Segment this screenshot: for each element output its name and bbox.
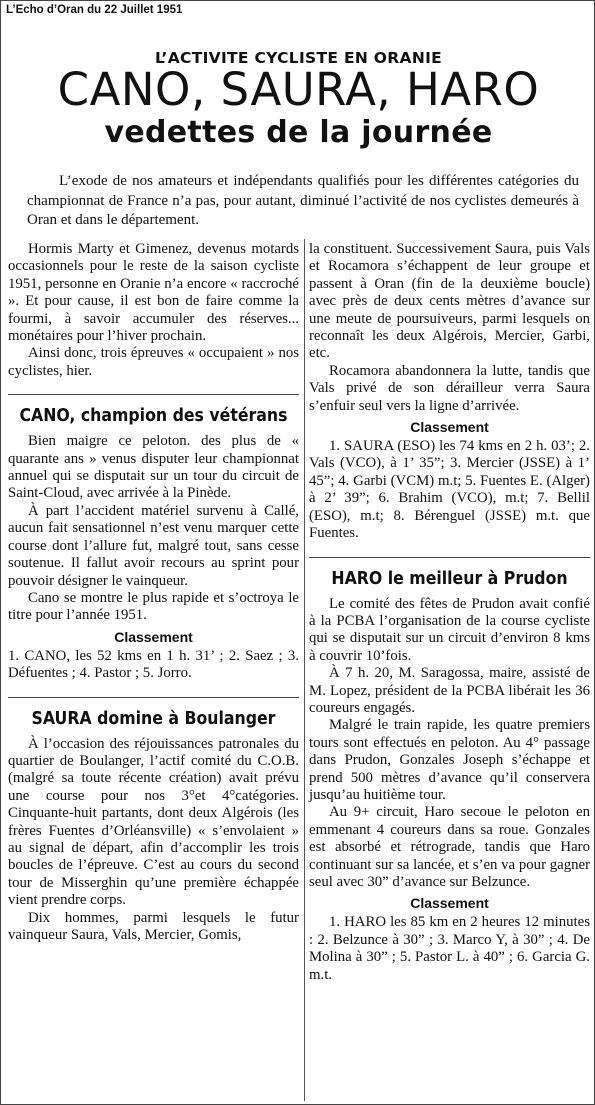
- classement-label: Classement: [410, 419, 489, 436]
- section-heading-cano: CANO, champion des vétérans: [8, 394, 299, 427]
- classement-label: Classement: [410, 895, 489, 912]
- kicker: L’ACTIVITE CYCLISTE EN ORANIE: [154, 49, 443, 67]
- paragraph: À 7 h. 20, M. Saragossa, maire, assisté de M. Lopez, président de la PCBA libérait les 36 coureurs engagés.: [309, 665, 590, 716]
- paragraph: Cano se montre le plus rapide et s’octroya le titre pour l’année 1951.: [8, 589, 299, 624]
- subheadline: vedettes de la journée: [104, 115, 493, 150]
- column-divider: [304, 239, 305, 1101]
- classement-results: 1. HARO les 85 km en 2 heures 12 minutes : 2. Belzunce à 30” ; 3. Marco Y, à 30” ; 4. De Molina à 30” ; 5. Pastor L. à 40” ; 6. Garcia G. m.t.: [309, 914, 590, 983]
- section-heading-saura: SAURA domine à Boulanger: [8, 697, 299, 730]
- section-heading-haro: HARO le meilleur à Prudon: [309, 557, 590, 590]
- headline: CANO, SAURA, HARO: [57, 63, 540, 116]
- paragraph: Bien maigre ce peloton. des plus de « quarante ans » venus disputer leur championnat annuel qui se disputait sur un tour du circuit de Saint-Cloud, avec arrivée à la Pinède.: [8, 433, 299, 502]
- classement-label: Classement: [114, 628, 193, 645]
- classement-results: 1. CANO, les 52 kms en 1 h. 31’ ; 2. Saez ; 3. Défuentes ; 4. Pastor ; 5. Jorro.: [8, 647, 299, 682]
- intro-paragraph: L’exode de nos amateurs et indépendants qualifiés pour les différentes catégories du championnat de France n’a pas, pour autant, diminué l’activité de nos cyclistes demeurés à Oran et dans le département.: [27, 173, 579, 228]
- paragraph: À part l’accident matériel survenu à Callé, aucun fait sensationnel n’est venu marquer cette course dont l’allure fut, malgré tout, sans cesse soutenue. Il fallut avoir recours au sprint pour pouvoir désigner le vainqueur.: [8, 502, 299, 589]
- paragraph: Rocamora abandonnera la lutte, tandis que Vals privé de son dérailleur verra Saura s’enfuir seul vers la ligne d’arrivée.: [309, 362, 590, 414]
- paragraph: Hormis Marty et Gimenez, devenus motards occasionnels pour le reste de la saison cycliste 1951, personne en Oranie n’a encore « raccroché ». Et pour cause, il est bon de faire comme la fourmi, à savoir accumuler des réserves... monétaires pour l’hiver prochain.: [8, 241, 299, 345]
- classement-results: 1. SAURA (ESO) les 74 kms en 2 h. 03’; 2. Vals (VCO), à 1’ 35”; 3. Mercier (JSSE) à 1’ 45”; 4. Garbi (VCM) m.t; 5. Fuentes E. (Alger) à 2’ 39”; 6. Brahim (VCO), m.t; 7. Bellil (ESO), m.t; 8. Bérenguel (JSSE) m.t. que Fuentes.: [309, 438, 590, 542]
- paragraph: Malgré le train rapide, les quatre premiers tours sont effectués en peloton. Au 4° passage dans Prudon, Gonzales Joseph s’échappe et prend 500 mètres d’avance qu’il conservera jusqu’au huitième tour.: [309, 717, 590, 803]
- right-column: [309, 241, 590, 984]
- paragraph: Ainsi donc, trois épreuves « occupaient » nos cyclistes, hier.: [8, 345, 299, 379]
- paragraph: Au 9+ circuit, Haro secoue le peloton en emmenant 4 coureurs dans sa roue. Gonzales est absorbé et rétrograde, tandis que Haro continuant sur sa lancée, et s’en va pour gagner seul avec 30” d’avance sur Belzunce.: [309, 804, 590, 890]
- left-column: [8, 241, 299, 944]
- paragraph: Le comité des fêtes de Prudon avait confié à la PCBA l’organisation de la course cycliste qui se disputait sur un circuit d’environ 8 kms à couvrir 10’fois.: [309, 595, 590, 664]
- source-caption: L’Echo d’Oran du 22 Juillet 1951: [6, 4, 183, 16]
- paragraph: À l’occasion des réjouissances patronales du quartier de Boulanger, l’actif comité du C.O.B. (malgré sa toute récente création) avait prévu une course pour nos 3°et 4°catégories. Cinquante-huit partants, dont deux Algérois (les frères Fuentes d’Orléansville) « s’envolaient » au signal de départ, afin d’accomplir les trois boucles de l’épreuve. C’est au cours du second tour de Misserghin qu’une première échappée vient prendre corps.: [8, 735, 299, 909]
- paragraph: Dix hommes, parmi lesquels le futur vainqueur Saura, Vals, Mercier, Gomis,: [8, 909, 299, 943]
- paragraph: la constituent. Successivement Saura, puis Vals et Rocamora s’échappent de leur groupe et passent à Oran (fin de la deuxième boucle) avec près de deux cents mètres d’avance sur une meute de poursuiveurs, parmi lesquels on reconnaît les deux Algérois, Mercier, Garbi, etc.: [309, 241, 590, 362]
